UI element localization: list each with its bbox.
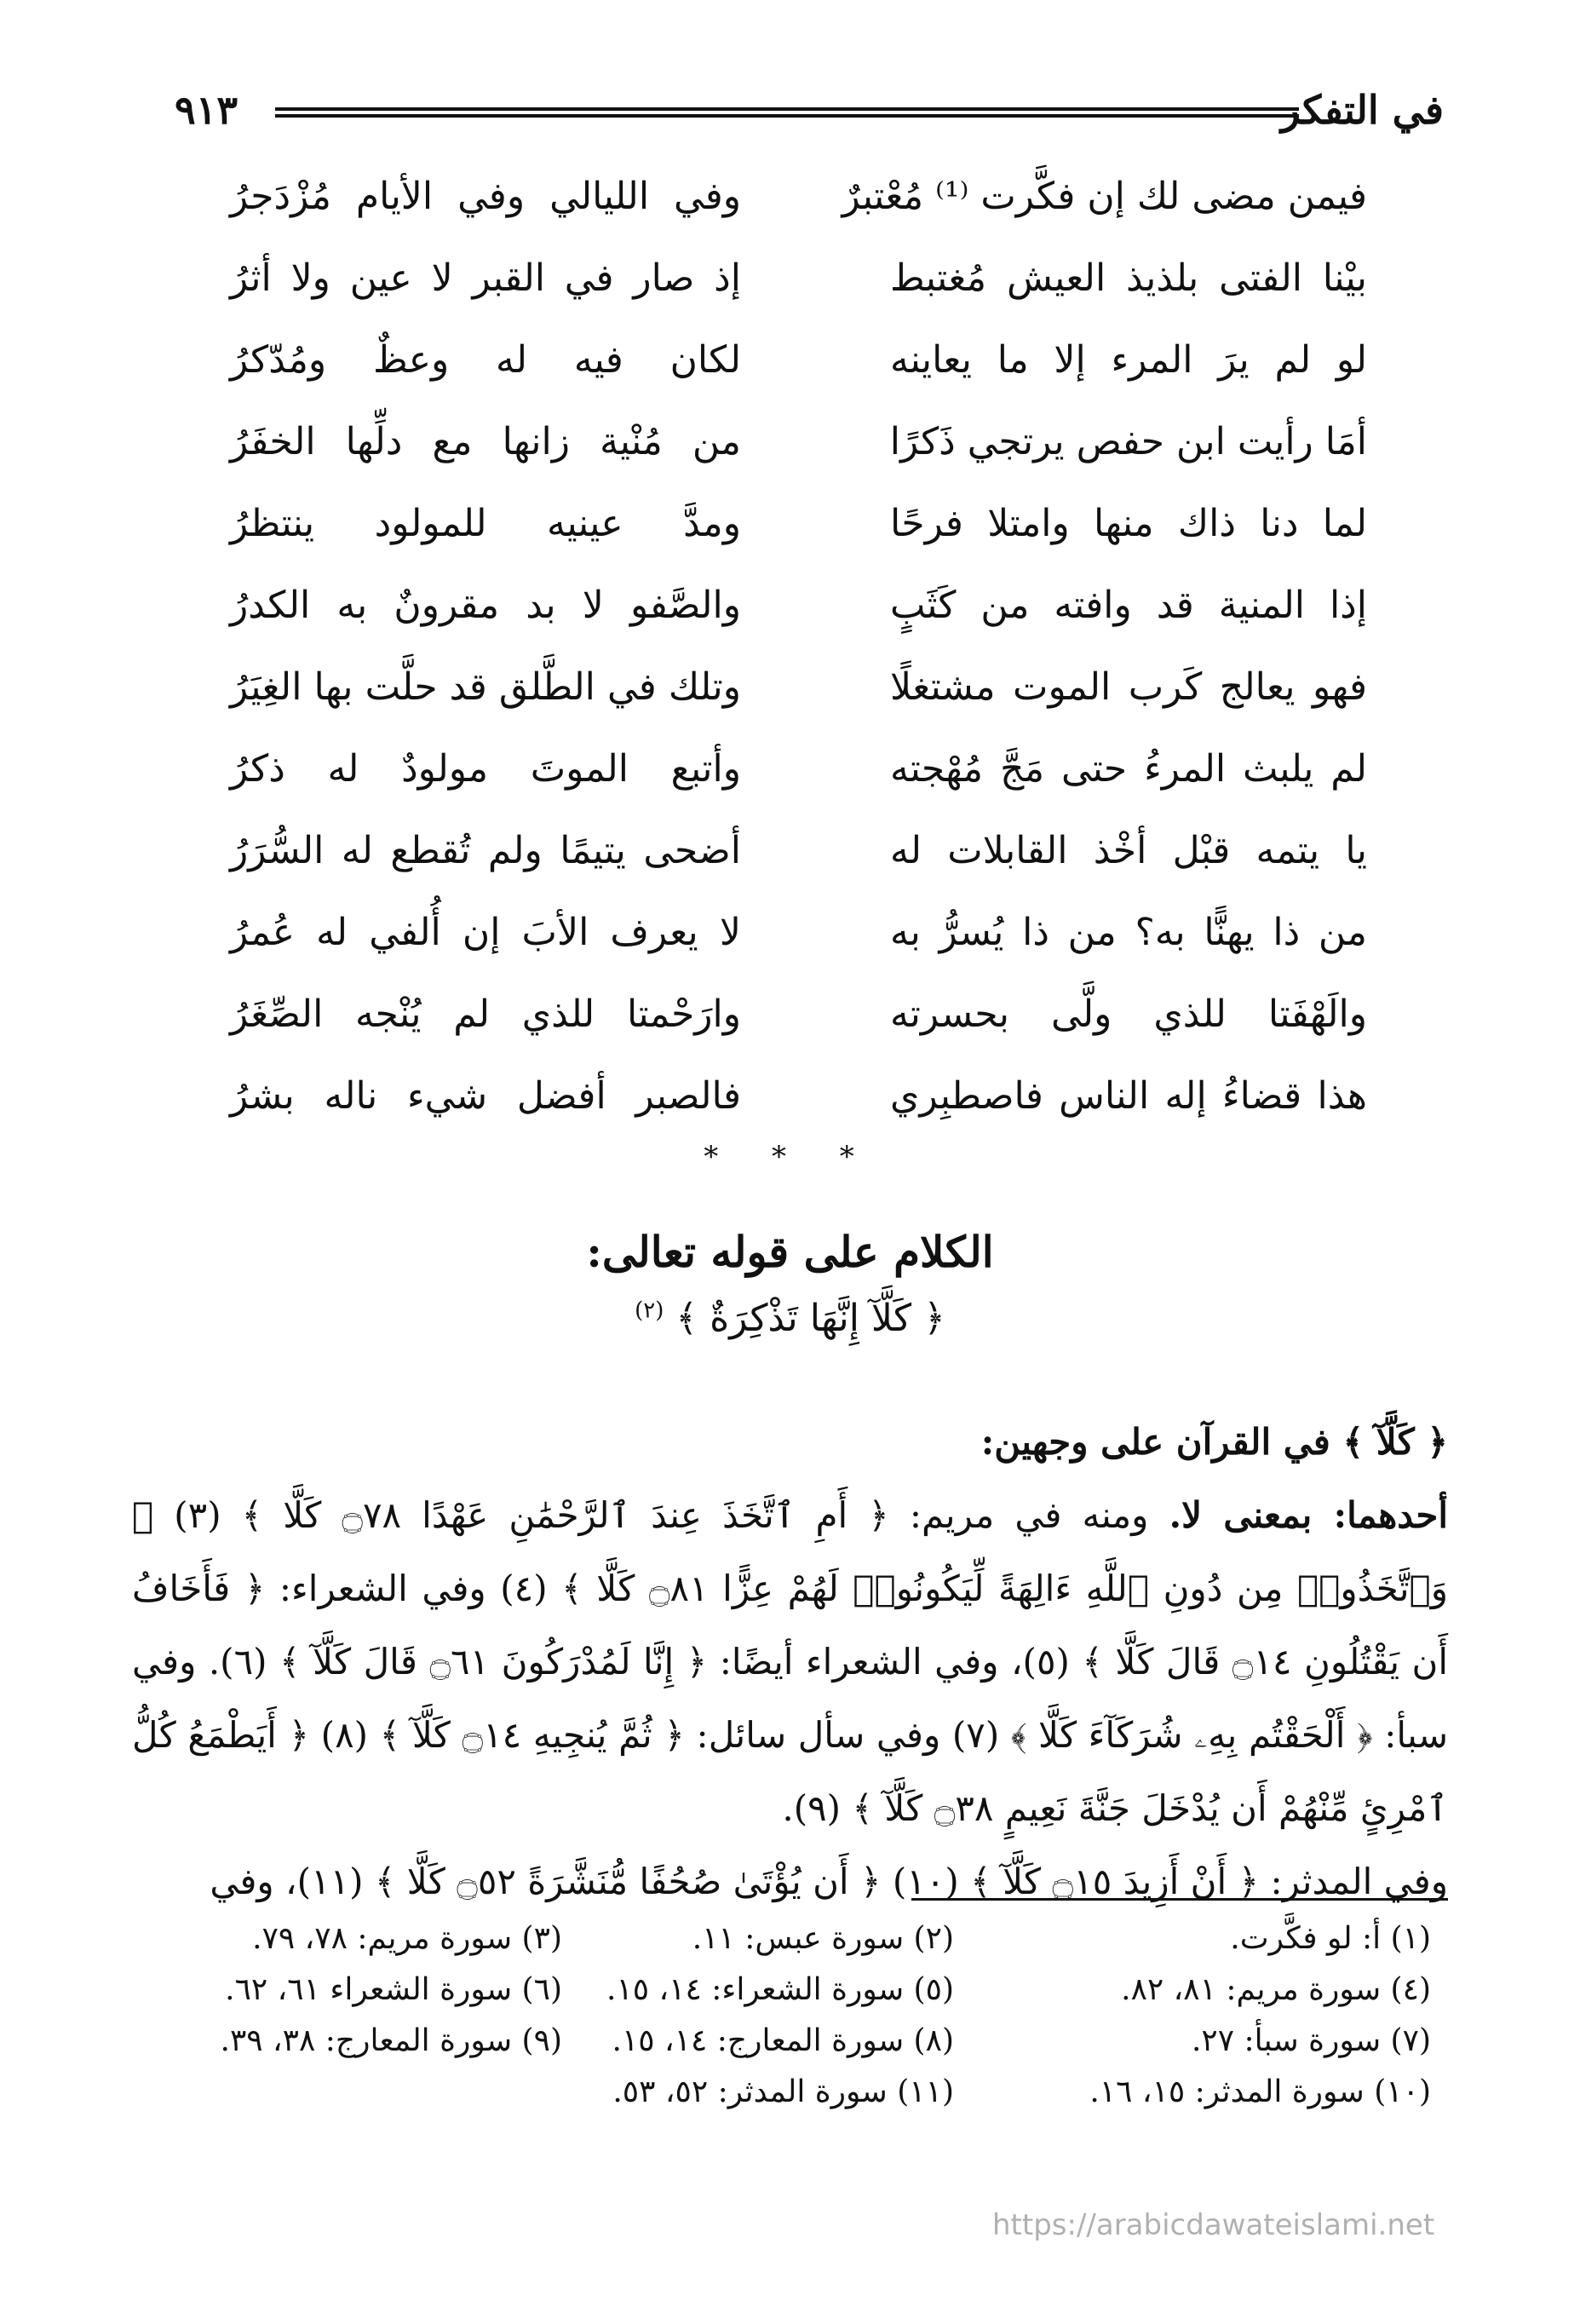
section-heading: الكلام على قوله تعالى: xyxy=(586,1227,994,1277)
second-hemistich: وتلك في الطَّلق قد حلَّت بها الغِيَرُ xyxy=(230,665,741,709)
footnote: (٧) سورة سبأ: ٢٧. xyxy=(1191,2023,1431,2058)
poem-verse xyxy=(230,911,1367,992)
poem-verse xyxy=(230,829,1367,911)
second-hemistich: ومدَّ عينيه للمولود ينتظرُ xyxy=(230,502,741,545)
first-hemistich: إذا المنية قد وافته من كَثَبٍ xyxy=(890,584,1367,627)
poem-verse xyxy=(230,420,1367,502)
header-rule xyxy=(275,107,1299,118)
second-hemistich: والصَّفو لا بد مقرونٌ به الكدرُ xyxy=(230,584,741,627)
footnote: (٣) سورة مريم: ٧٨، ٧٩. xyxy=(252,1921,562,1956)
page-number: ٩١٣ xyxy=(175,87,238,133)
poem-verse xyxy=(230,175,1367,256)
running-title: في التفكر xyxy=(1280,87,1444,133)
first-hemistich: والَهْفَتا للذي ولَّى بحسرته xyxy=(890,992,1367,1036)
first-hemistich: يا يتمه قبْل أخْذ القابلات له xyxy=(890,829,1367,872)
first-hemistich: فهو يعالج كَرب الموت مشتغلًا xyxy=(890,665,1367,709)
footnote-row xyxy=(153,1921,1431,1972)
body-text xyxy=(132,1406,1448,1918)
page-header xyxy=(175,82,1444,141)
second-hemistich: وأتبع الموتَ مولودٌ له ذكرُ xyxy=(230,747,741,791)
footnote-row xyxy=(153,1972,1431,2023)
footnote-marker: (٢) xyxy=(635,1297,664,1324)
footnote: (١) أ: لو فكَّرت. xyxy=(1230,1921,1431,1956)
first-hemistich: أمَا رأيت ابن حفص يرتجي ذَكرًا xyxy=(889,420,1367,463)
section-quran-verse xyxy=(0,1297,1580,1340)
poem-verse xyxy=(230,665,1367,747)
body-paragraph xyxy=(132,1479,1448,1845)
second-hemistich: إذ صار في القبر لا عين ولا أثرُ xyxy=(230,256,741,300)
footnote: (١٠) سورة المدثر: ١٥، ١٦. xyxy=(1089,2074,1431,2109)
second-hemistich: أضحى يتيمًا ولم تُقطع له السُّرَرُ xyxy=(230,829,741,872)
body-intro: ﴿ كَلَّآ ﴾ في القرآن على وجهين: xyxy=(980,1421,1448,1463)
body-paragraph-lead: أحدهما: بمعنى لا. xyxy=(1169,1494,1448,1536)
second-hemistich: وارَحْمتا للذي لم يُنْجه الصِّغَرُ xyxy=(230,992,741,1036)
poem-verse xyxy=(230,584,1367,665)
quran-verse-text: ﴿ كَلَّآ إِنَّهَا تَذْكِرَةٌ ﴾ xyxy=(675,1297,945,1340)
second-hemistich: لكان فيه له وعظٌ ومُدّكرُ xyxy=(230,338,741,382)
body-paragraph-text: ومنه في مريم: ﴿ أَمِ ٱتَّخَذَ عِندَ ٱلرَّحْمَٰنِ عَهْدًا ۝٧٨ كَلَّا ﴾ (٣) ﴿ وَٱتَّخَذُوا۟ مِن دُونِ ٱللَّهِ ءَالِهَةً لِّيَكُونُوا۟ لَهُمْ عِزًّا ۝٨١ كَلَّا ﴾ (٤) وفي الشعراء: ﴿ فَأَخَافُ أَن يَقْتُلُونِ ۝١٤ قَالَ كَلَّا ﴾ (٥)، وفي الشعراء أيضًا: ﴿ إِنَّا لَمُدْرَكُونَ ۝٦١ قَالَ كَلَّآ ﴾ (٦). وفي سبأ: ﴿ أَلْحَقْتُم بِهِۦ شُرَكَآءَ كَلَّا ﴾ (٧) وفي سأل سائل: ﴿ ثُمَّ يُنجِيهِ ۝١٤ كَلَّآ ﴾ (٨) ﴿ أَيَطْمَعُ كُلُّ ٱمْرِئٍ مِّنْهُمْ أَن يُدْخَلَ جَنَّةَ نَعِيمٍ ۝٣٨ كَلَّآ ﴾ (٩). xyxy=(132,1494,1449,1829)
first-hemistich: لما دنا ذاك منها وامتلا فرحًا xyxy=(890,502,1367,545)
first-hemistich: بيْنا الفتى بلذيذ العيش مُغتبط xyxy=(890,256,1367,300)
source-watermark: https://arabicdawateislami.net xyxy=(992,2208,1435,2242)
footnote: (١١) سورة المدثر: ٥٢، ٥٣. xyxy=(612,2074,954,2109)
footnote: (٦) سورة الشعراء ٦١، ٦٢. xyxy=(225,1972,562,2007)
first-hemistich: هذا قضاءُ إله الناس فاصطبِري xyxy=(890,1074,1367,1118)
poem-verse xyxy=(230,338,1367,420)
footnote: (٥) سورة الشعراء: ١٤، ١٥. xyxy=(606,1972,954,2007)
poem-verse xyxy=(230,502,1367,584)
first-hemistich: لم يلبث المرءُ حتى مَجَّ مُهْجته xyxy=(890,747,1367,791)
section-separator: * * * xyxy=(704,1140,876,1174)
first-hemistich: فيمن مضى لك إن فكَّرت ⁽¹⁾ مُعْتبرٌ xyxy=(842,175,1367,218)
second-hemistich: وفي الليالي وفي الأيام مُزْدَجرُ xyxy=(230,175,741,218)
footnote: (٢) سورة عبس: ١١. xyxy=(692,1921,954,1956)
poem-verse xyxy=(230,747,1367,829)
second-hemistich: من مُنْية زانها مع دلِّها الخفَرُ xyxy=(230,420,741,463)
body-paragraph: وفي المدثر: ﴿ أَنْ أَزِيدَ ۝١٥ كَلَّآ ﴾ (١٠) ﴿ أَن يُؤْتَىٰ صُحُفًا مُّنَشَّرَةً ۝٥٢ كَلَّا ﴾ (١١)، وفي xyxy=(210,1861,1448,1902)
footnote: (٤) سورة مريم: ٨١، ٨٢. xyxy=(1121,1972,1431,2007)
first-hemistich: لو لم يرَ المرء إلا ما يعاينه xyxy=(890,338,1367,382)
footnote-row xyxy=(153,2074,1431,2126)
second-hemistich: فالصبر أفضل شيء ناله بشرُ xyxy=(230,1074,741,1118)
poem-verse xyxy=(230,992,1367,1074)
second-hemistich: لا يعرف الأبَ إن أُلفي له عُمرُ xyxy=(230,911,741,954)
footnote-rule xyxy=(911,1898,1448,1901)
footnote: (٨) سورة المعارج: ١٤، ١٥. xyxy=(612,2023,954,2058)
poem-verse xyxy=(230,256,1367,338)
footnote-row xyxy=(153,2023,1431,2074)
first-hemistich: من ذا يهنًّا به؟ من ذا يُسرُّ به xyxy=(890,911,1367,954)
footnote: (٩) سورة المعارج: ٣٨، ٣٩. xyxy=(220,2023,562,2058)
